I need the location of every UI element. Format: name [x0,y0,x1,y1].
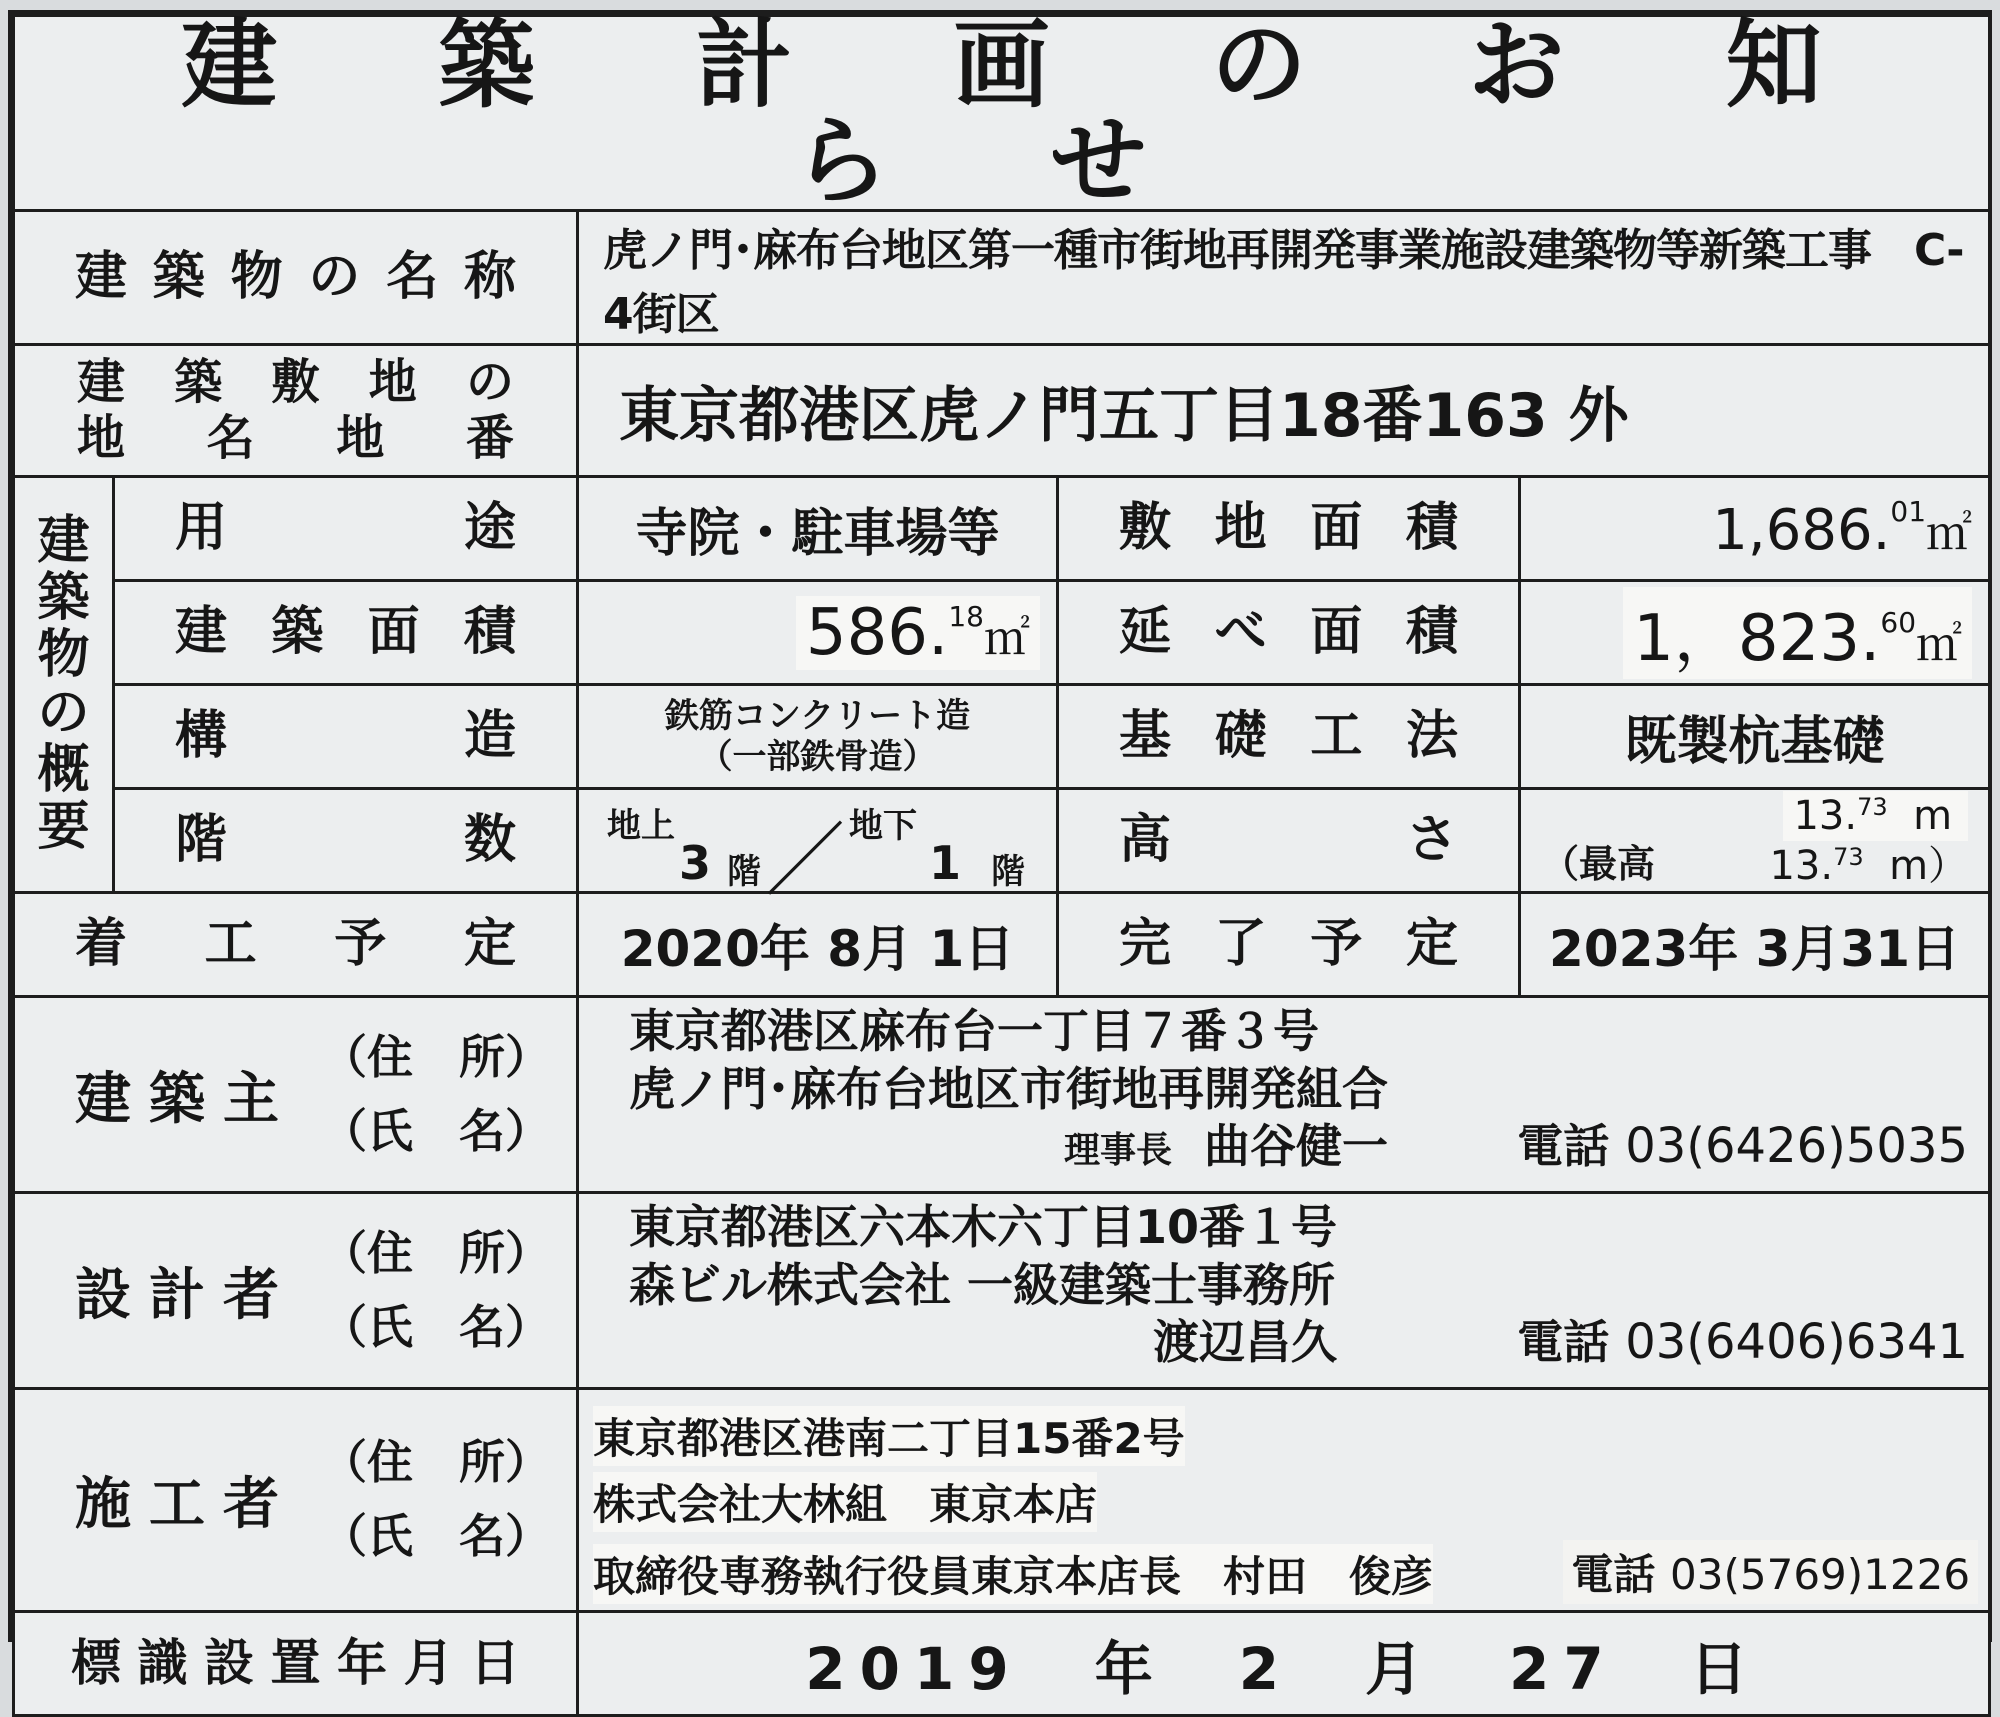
building-name-value-cell [578,211,1990,345]
site-area-value-cell [1520,477,1990,581]
owner-title: 理事長 [1063,1130,1172,1172]
floors-row [14,789,1990,893]
designer-address-label: （住 所） [321,1225,551,1280]
designer-row [14,1193,1990,1389]
floors-below-unit: 階 [991,851,1025,892]
title-row [14,16,1990,211]
contractor-phone-label: 電話 [1571,1550,1656,1599]
height-value-block [1521,791,1988,891]
building-area-integer: 586. [805,595,949,670]
owner-address-label: （住 所） [321,1029,551,1084]
height-decimal: 73 [1857,792,1888,821]
building-name-value: 虎ノ門･麻布台地区第一種市街地再開発事業施設建築物等新築工事 C-4街区 [603,224,1964,340]
site-area-label: 敷地面積 [1119,497,1458,558]
floors-label-cell [114,789,578,893]
site-address-value: 東京都港区虎ノ門五丁目18番163 外 [619,380,1629,451]
floors-value-cell [578,789,1058,907]
notice-title: 建 築 計 画 の お 知 ら せ [181,9,1886,217]
height-unit: m [1913,792,1953,839]
end-value: 2023年 3月31日 [1549,919,1960,978]
end-label: 完了予定 [1119,913,1458,974]
site-area-label-cell [1058,477,1520,581]
end-label-cell [1058,893,1520,997]
owner-row [14,997,1990,1193]
owner-role: 建築主 [75,1066,297,1132]
owner-name-label: （氏 名） [321,1103,551,1158]
building-area-label: 建築面積 [175,601,516,662]
owner-person: 曲谷健一 [1204,1119,1388,1174]
building-area-value-cell [578,581,1058,685]
overview-group-cell [14,477,114,893]
notice-table [12,9,1991,1717]
floor-area-label-cell [1058,581,1520,685]
max-height-decimal: 73 [1833,842,1864,871]
site-address-value-cell [578,345,1990,477]
designer-person: 渡辺昌久 [1153,1315,1338,1370]
designer-phone-label: 電話 [1517,1314,1610,1369]
floors-above-label: 地上 [607,805,675,846]
site-address-label-line1: 建築敷地の [77,354,514,411]
contractor-organization: 株式会社大林組 東京本店 [593,1472,1097,1532]
building-area-row [14,581,1990,685]
foundation-value-cell [1520,685,1990,789]
floor-area-label: 延べ面積 [1119,601,1458,662]
floors-above-value: 3 [679,835,712,890]
start-value: 2020年 8月 1日 [620,919,1015,978]
designer-name-label: （氏 名） [321,1299,551,1354]
site-address-row [14,345,1990,477]
start-label-cell [14,893,578,997]
floors-above-unit: 階 [727,851,761,892]
use-value-cell [578,477,1058,581]
start-label: 着工予定 [75,913,516,974]
max-height-value: 13. [1769,842,1834,889]
contractor-label-cell [14,1389,578,1612]
floors-divider: ／ [765,813,845,907]
sign-date-value: 2019 年 2 月 27 日 [805,1634,1762,1703]
height-value: 13. [1793,792,1858,839]
owner-organization: 虎ノ門･麻布台地区市街地再開発組合 [629,1061,1388,1116]
site-area-integer: 1,686. [1712,497,1891,563]
contractor-person: 取締役専務執行役員東京本店長 村田 俊彦 [593,1544,1433,1604]
building-name-row [14,211,1990,345]
use-row [14,477,1990,581]
floor-area-integer: 1，823. [1633,601,1881,676]
building-name-label-cell [14,211,578,345]
contractor-address-label: （住 所） [321,1435,551,1490]
overview-group-label: 建築物の概要 [37,510,90,857]
structure-value-line1: 鉄筋コンクリート造 [664,695,971,736]
building-name-label: 建築物の名称 [75,246,516,307]
sign-date-label-cell [14,1612,578,1716]
sign-date-row [14,1612,1990,1716]
structure-value-line2: （一部鉄骨造） [698,736,937,777]
contractor-value-cell [578,1389,1990,1612]
foundation-value: 既製杭基礎 [1624,712,1885,772]
floor-area-unit: ㎡ [1916,616,1963,671]
sign-date-label: 標識設置年月日 [71,1633,520,1692]
owner-label-cell [14,997,578,1193]
owner-address: 東京都港区麻布台一丁目７番３号 [629,1004,1319,1059]
structure-label: 構造 [175,705,516,766]
schedule-row [14,893,1990,997]
building-plan-notice-board [8,9,1992,1703]
height-value-cell [1520,789,1990,893]
owner-phone: 03(6426)5035 [1625,1117,1969,1174]
designer-label-cell [14,1193,578,1389]
use-label-cell [114,477,578,581]
floor-area-value-cell [1520,581,1990,685]
structure-label-cell [114,685,578,789]
foundation-label: 基礎工法 [1119,705,1458,766]
designer-organization: 森ビル株式会社 一級建築士事務所 [629,1257,1336,1312]
designer-address: 東京都港区六本木六丁目10番１号 [629,1200,1338,1255]
contractor-row [14,1389,1990,1612]
height-label-cell [1058,789,1520,893]
contractor-address: 東京都港区港南二丁目15番2号 [593,1406,1185,1466]
designer-value-cell [578,1193,1990,1389]
height-label: 高さ [1119,809,1458,870]
foundation-label-cell [1058,685,1520,789]
title-cell [14,9,1990,217]
building-area-unit: ㎡ [984,610,1030,665]
use-value: 寺院・駐車場等 [635,504,1000,564]
owner-phone-label: 電話 [1517,1118,1610,1173]
contractor-name-label: （氏 名） [321,1509,551,1563]
floor-area-decimal: 60 [1880,605,1917,639]
building-area-decimal: 18 [948,599,984,633]
site-area-unit: ㎡ [1926,505,1973,560]
max-height-label: （最高 [1541,841,1656,886]
site-address-label-cell [14,345,578,477]
contractor-phone: 03(5769)1226 [1670,1550,1971,1599]
structure-row [14,685,1990,789]
building-area-label-cell [114,581,578,685]
contractor-role: 施工者 [75,1472,297,1537]
floors-below-value: 1 [929,835,962,890]
owner-value-cell [578,997,1990,1193]
floors-label: 階数 [175,809,516,870]
designer-role: 設計者 [75,1262,297,1328]
designer-phone: 03(6406)6341 [1625,1313,1969,1370]
use-label: 用途 [175,497,516,558]
structure-value-cell [578,685,1058,789]
site-area-decimal: 01 [1890,494,1927,528]
end-value-cell [1520,893,1990,997]
site-address-label-line2: 地名地番 [77,409,514,466]
floors-below-label: 地下 [849,805,917,846]
max-height-unit: m） [1889,842,1969,889]
sign-date-value-cell [578,1612,1990,1716]
